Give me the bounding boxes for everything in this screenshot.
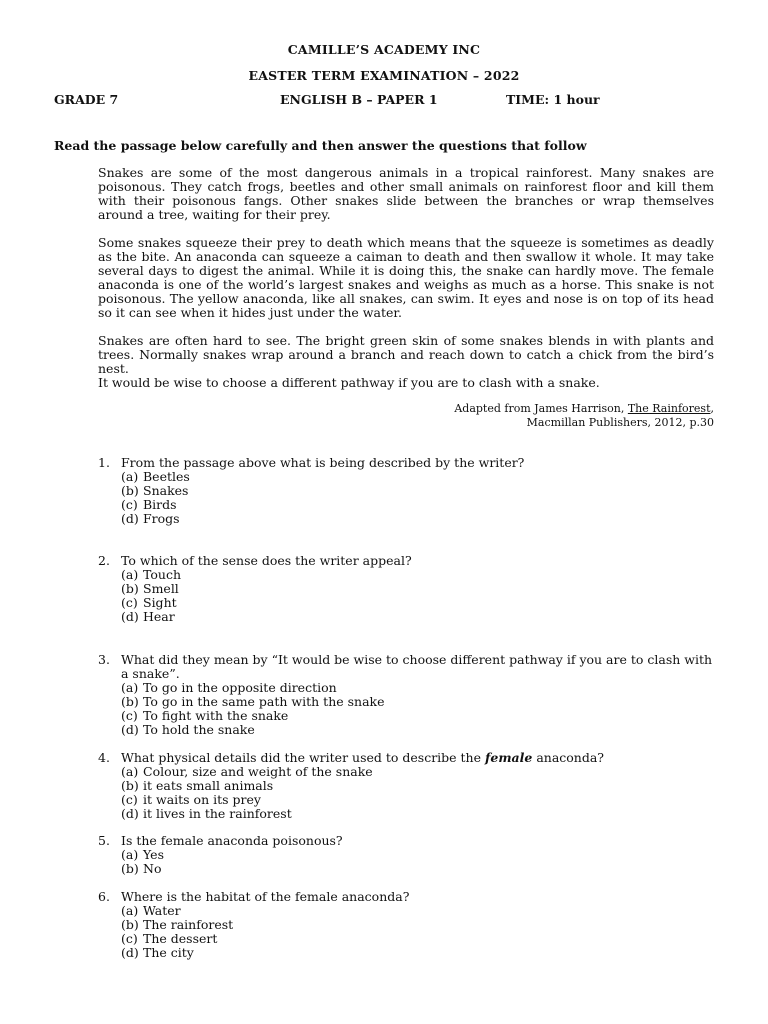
publisher-line: Macmillan Publishers, 2012, p.30	[526, 416, 714, 429]
school-name: CAMILLE’S ACADEMY INC	[287, 42, 481, 57]
question-3	[98, 653, 718, 737]
option-text: Water	[143, 903, 181, 918]
option-text: To go in the opposite direction	[143, 680, 337, 695]
answer-option[interactable]	[121, 610, 718, 624]
passage-paragraph: Some snakes squeeze their prey to death which means that the squeeze is sometimes as deadly as the bite. An anaconda can squeeze a caiman to death and then swallow it whole. It may take several days to digest the animal. While it is doing this, the snake can hardly move. The female anaconda is one of the world’s largest snakes and weighs as much as a horse. This snake is not poisonous. The yellow anaconda, like all snakes, can swim. It eyes and nose is on top of its head so it can see when it hides just under the water.	[98, 235, 714, 320]
question-stem	[121, 751, 718, 765]
option-text: Yes	[143, 847, 164, 862]
stem-text: What physical details did the writer used to describe the	[121, 750, 485, 765]
citation-prefix: Adapted from James Harrison,	[454, 402, 628, 415]
option-letter: (c)	[121, 595, 138, 610]
emphasized-word: female	[484, 750, 533, 765]
answer-option[interactable]	[121, 596, 718, 610]
question-6	[98, 890, 718, 960]
citation-suffix: ,	[710, 402, 714, 415]
option-text: it eats small animals	[143, 778, 274, 793]
option-letter: (a)	[121, 903, 139, 918]
option-text: To hold the snake	[143, 722, 255, 737]
option-text: Birds	[143, 497, 177, 512]
grade-label: GRADE 7	[54, 92, 119, 107]
option-text: it lives in the rainforest	[143, 806, 292, 821]
answer-option[interactable]	[121, 512, 718, 526]
option-letter: (d)	[121, 722, 139, 737]
option-text: Sight	[143, 595, 177, 610]
option-text: No	[143, 861, 162, 876]
option-text: To go in the same path with the snake	[143, 694, 385, 709]
option-letter: (d)	[121, 945, 139, 960]
option-letter: (b)	[121, 778, 139, 793]
answer-option[interactable]	[121, 723, 718, 737]
question-number: 1.	[98, 455, 110, 470]
option-text: Colour, size and weight of the snake	[143, 764, 373, 779]
question-number: 3.	[98, 652, 110, 667]
answer-option[interactable]	[121, 582, 718, 596]
option-text: Beetles	[143, 469, 190, 484]
answer-option[interactable]	[121, 848, 718, 862]
answer-option[interactable]	[121, 765, 718, 779]
passage-paragraph: It would be wise to choose a different pathway if you are to clash with a snake.	[98, 375, 600, 390]
option-text: Snakes	[143, 483, 189, 498]
option-text: The rainforest	[143, 917, 234, 932]
option-text: Hear	[143, 609, 175, 624]
option-letter: (b)	[121, 917, 139, 932]
question-4	[98, 751, 718, 821]
option-letter: (b)	[121, 483, 139, 498]
question-stem: To which of the sense does the writer appeal?	[121, 553, 412, 568]
option-letter: (a)	[121, 764, 139, 779]
answer-option[interactable]	[121, 862, 718, 876]
time-label: TIME: 1 hour	[506, 92, 600, 107]
option-text: To fight with the snake	[143, 708, 289, 723]
question-number: 6.	[98, 889, 110, 904]
option-text: Frogs	[143, 511, 180, 526]
question-stem: Is the female anaconda poisonous?	[121, 833, 343, 848]
option-letter: (d)	[121, 609, 139, 624]
question-stem: From the passage above what is being described by the writer?	[121, 455, 525, 470]
answer-option[interactable]	[121, 779, 718, 793]
answer-option[interactable]	[121, 470, 718, 484]
option-letter: (b)	[121, 694, 139, 709]
answer-option[interactable]	[121, 946, 718, 960]
option-letter: (c)	[121, 792, 138, 807]
question-1	[98, 456, 718, 526]
option-letter: (b)	[121, 861, 139, 876]
passage-paragraph: Snakes are often hard to see. The bright green skin of some snakes blends in with plants and trees. Normally snakes wrap around a branch and reach down to catch a chick from the bird’s nest.	[98, 333, 714, 376]
stem-text: anaconda?	[532, 750, 605, 765]
option-letter: (a)	[121, 469, 139, 484]
option-letter: (d)	[121, 511, 139, 526]
exam-title: EASTER TERM EXAMINATION – 2022	[248, 68, 520, 83]
option-text: Smell	[143, 581, 179, 596]
question-number: 5.	[98, 833, 110, 848]
question-number: 4.	[98, 750, 110, 765]
option-text: The city	[143, 945, 194, 960]
answer-option[interactable]	[121, 568, 718, 582]
paper-label: ENGLISH B – PAPER 1	[280, 92, 438, 107]
question-2	[98, 554, 718, 624]
question-stem: Where is the habitat of the female anaconda?	[121, 889, 410, 904]
answer-option[interactable]	[121, 807, 718, 821]
instructions: Read the passage below carefully and then answer the questions that follow	[54, 138, 587, 153]
source-citation	[314, 402, 714, 430]
option-letter: (a)	[121, 567, 139, 582]
option-text: The dessert	[143, 931, 218, 946]
option-letter: (d)	[121, 806, 139, 821]
book-title: The Rainforest	[627, 402, 711, 415]
option-letter: (c)	[121, 708, 138, 723]
option-letter: (c)	[121, 497, 138, 512]
passage-paragraph: Snakes are some of the most dangerous animals in a tropical rainforest. Many snakes are poisonous. They catch frogs, beetles and other small animals on rainforest floor and kill them with their poisonous fangs. Other snakes slide between the branches or wrap themselves around a tree, waiting for their prey.	[98, 165, 714, 222]
option-letter: (a)	[121, 680, 139, 695]
answer-option[interactable]	[121, 932, 718, 946]
answer-option[interactable]	[121, 695, 718, 709]
option-text: Touch	[143, 567, 181, 582]
answer-option[interactable]	[121, 918, 718, 932]
option-letter: (b)	[121, 581, 139, 596]
option-letter: (c)	[121, 931, 138, 946]
answer-option[interactable]	[121, 709, 718, 723]
answer-option[interactable]	[121, 681, 718, 695]
option-letter: (a)	[121, 847, 139, 862]
option-text: it waits on its prey	[143, 792, 261, 807]
answer-option[interactable]	[121, 793, 718, 807]
question-5	[98, 834, 718, 876]
question-number: 2.	[98, 553, 110, 568]
question-stem: What did they mean by “It would be wise to choose different pathway if you are to clash with a snake”.	[121, 652, 713, 681]
answer-option[interactable]	[121, 904, 718, 918]
answer-option[interactable]	[121, 484, 718, 498]
answer-option[interactable]	[121, 498, 718, 512]
